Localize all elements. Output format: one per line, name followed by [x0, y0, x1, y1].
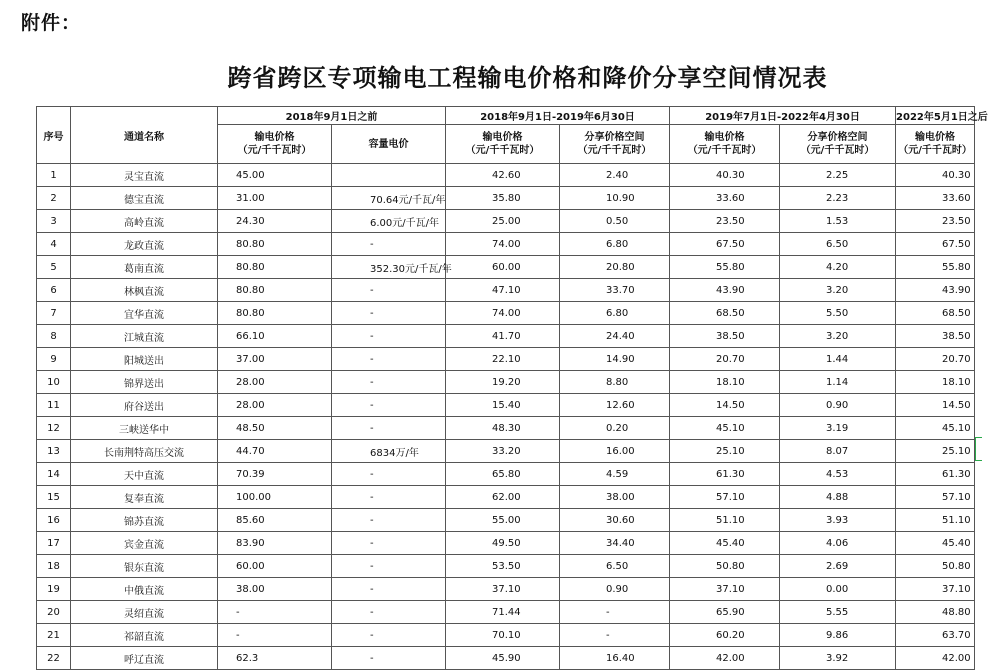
row-price-p3: 57.10: [670, 486, 780, 509]
header-period-1: 2018年9月1日之前: [218, 107, 446, 125]
header-seq: 序号: [37, 107, 71, 164]
row-price-p2: 37.10: [446, 578, 560, 601]
table-row: [37, 233, 975, 256]
row-price-p2: 19.20: [446, 371, 560, 394]
table-row: [37, 647, 975, 670]
row-price-p1: -: [218, 624, 332, 647]
header-price-p2: 输电价格 （元/千千瓦时）: [446, 125, 560, 164]
row-price-p1: 66.10: [218, 325, 332, 348]
table-row: [37, 394, 975, 417]
row-price-p4: 50.80: [896, 555, 975, 578]
row-channel: 复奉直流: [71, 486, 218, 509]
row-price-p4: 40.30: [896, 164, 975, 187]
row-share-p3: 4.88: [780, 486, 896, 509]
row-price-p2: 55.00: [446, 509, 560, 532]
row-price-p3: 40.30: [670, 164, 780, 187]
row-price-p2: 62.00: [446, 486, 560, 509]
row-share-p2: 0.90: [560, 578, 670, 601]
row-seq: 11: [37, 394, 71, 417]
row-share-p3: 8.07: [780, 440, 896, 463]
row-price-p4: 37.10: [896, 578, 975, 601]
row-price-p2: 15.40: [446, 394, 560, 417]
row-price-p2: 42.60: [446, 164, 560, 187]
row-share-p2: 8.80: [560, 371, 670, 394]
row-price-p2: 70.10: [446, 624, 560, 647]
row-share-p3: 3.93: [780, 509, 896, 532]
row-share-p3: 5.50: [780, 302, 896, 325]
price-table: [36, 106, 988, 670]
row-channel: 阳城送出: [71, 348, 218, 371]
row-price-p2: 71.44: [446, 601, 560, 624]
row-price-p2: 41.70: [446, 325, 560, 348]
row-capacity-price: -: [332, 509, 446, 532]
row-channel: 龙政直流: [71, 233, 218, 256]
row-share-p2: 4.59: [560, 463, 670, 486]
row-channel: 长南荆特高压交流: [71, 440, 218, 463]
row-capacity-price: -: [332, 463, 446, 486]
row-price-p3: 25.10: [670, 440, 780, 463]
row-price-p2: 53.50: [446, 555, 560, 578]
row-capacity-price: -: [332, 578, 446, 601]
row-seq: 6: [37, 279, 71, 302]
row-price-p3: 68.50: [670, 302, 780, 325]
header-share-p3: 分享价格空间 （元/千千瓦时）: [780, 125, 896, 164]
header-price-p3: 输电价格 （元/千千瓦时）: [670, 125, 780, 164]
row-share-p2: 12.60: [560, 394, 670, 417]
row-share-p3: 9.86: [780, 624, 896, 647]
row-seq: 9: [37, 348, 71, 371]
row-channel: 葛南直流: [71, 256, 218, 279]
row-seq: 8: [37, 325, 71, 348]
row-capacity-price: -: [332, 325, 446, 348]
row-seq: 2: [37, 187, 71, 210]
row-price-p1: 80.80: [218, 233, 332, 256]
row-price-p1: 60.00: [218, 555, 332, 578]
row-share-p2: 2.40: [560, 164, 670, 187]
row-channel: 中俄直流: [71, 578, 218, 601]
row-share-p3: 2.25: [780, 164, 896, 187]
row-channel: 府谷送出: [71, 394, 218, 417]
row-price-p3: 37.10: [670, 578, 780, 601]
row-price-p4: 14.50: [896, 394, 975, 417]
row-price-p4: 48.80: [896, 601, 975, 624]
row-channel: 银东直流: [71, 555, 218, 578]
row-price-p3: 42.00: [670, 647, 780, 670]
row-price-p3: 33.60: [670, 187, 780, 210]
row-capacity-price: -: [332, 555, 446, 578]
row-seq: 22: [37, 647, 71, 670]
table-row: [37, 371, 975, 394]
row-price-p2: 65.80: [446, 463, 560, 486]
row-price-p1: 28.00: [218, 394, 332, 417]
row-capacity-price: -: [332, 348, 446, 371]
header-share-p2: 分享价格空间 （元/千千瓦时）: [560, 125, 670, 164]
row-price-p1: -: [218, 601, 332, 624]
row-share-p2: 0.50: [560, 210, 670, 233]
row-price-p3: 43.90: [670, 279, 780, 302]
row-share-p3: 3.20: [780, 325, 896, 348]
row-share-p2: 0.20: [560, 417, 670, 440]
row-seq: 5: [37, 256, 71, 279]
row-share-p3: 4.20: [780, 256, 896, 279]
row-price-p1: 44.70: [218, 440, 332, 463]
row-price-p3: 18.10: [670, 371, 780, 394]
row-price-p1: 80.80: [218, 256, 332, 279]
row-price-p1: 38.00: [218, 578, 332, 601]
row-capacity-price: -: [332, 647, 446, 670]
row-seq: 10: [37, 371, 71, 394]
row-channel: 灵宝直流: [71, 164, 218, 187]
row-share-p3: 1.44: [780, 348, 896, 371]
row-share-p2: -: [560, 601, 670, 624]
table-row: [37, 624, 975, 647]
row-price-p4: 57.10: [896, 486, 975, 509]
row-price-p3: 65.90: [670, 601, 780, 624]
row-seq: 13: [37, 440, 71, 463]
row-price-p4: 51.10: [896, 509, 975, 532]
row-price-p2: 33.20: [446, 440, 560, 463]
table-row: [37, 578, 975, 601]
row-capacity-price: -: [332, 532, 446, 555]
row-price-p3: 60.20: [670, 624, 780, 647]
row-share-p2: 10.90: [560, 187, 670, 210]
row-price-p2: 35.80: [446, 187, 560, 210]
table-row: [37, 210, 975, 233]
row-share-p3: 1.53: [780, 210, 896, 233]
row-share-p2: 20.80: [560, 256, 670, 279]
row-price-p2: 47.10: [446, 279, 560, 302]
attachment-label: 附件：: [21, 12, 82, 34]
header-capacity-price: 容量电价: [332, 125, 446, 164]
row-price-p4: 18.10: [896, 371, 975, 394]
row-seq: 14: [37, 463, 71, 486]
row-share-p3: 2.69: [780, 555, 896, 578]
row-capacity-price: 6.00元/千瓦/年: [332, 210, 446, 233]
row-channel: 呼辽直流: [71, 647, 218, 670]
row-channel: 祁韶直流: [71, 624, 218, 647]
row-price-p1: 70.39: [218, 463, 332, 486]
row-price-p4: 33.60: [896, 187, 975, 210]
row-price-p3: 38.50: [670, 325, 780, 348]
row-share-p2: 6.80: [560, 233, 670, 256]
row-capacity-price: -: [332, 233, 446, 256]
row-capacity-price: -: [332, 601, 446, 624]
row-share-p2: 33.70: [560, 279, 670, 302]
row-price-p2: 49.50: [446, 532, 560, 555]
table-row: [37, 486, 975, 509]
row-share-p3: 0.00: [780, 578, 896, 601]
row-price-p1: 62.3: [218, 647, 332, 670]
row-share-p3: 1.14: [780, 371, 896, 394]
row-share-p3: 3.20: [780, 279, 896, 302]
row-capacity-price: -: [332, 417, 446, 440]
row-seq: 12: [37, 417, 71, 440]
row-share-p3: 3.92: [780, 647, 896, 670]
row-share-p2: -: [560, 624, 670, 647]
row-price-p4: 45.40: [896, 532, 975, 555]
table-row: [37, 279, 975, 302]
row-price-p3: 23.50: [670, 210, 780, 233]
row-share-p2: 38.00: [560, 486, 670, 509]
row-price-p4: 67.50: [896, 233, 975, 256]
header-period-2: 2018年9月1日-2019年6月30日: [446, 107, 670, 125]
row-channel: 灵绍直流: [71, 601, 218, 624]
table-row: [37, 348, 975, 371]
row-seq: 20: [37, 601, 71, 624]
row-share-p2: 14.90: [560, 348, 670, 371]
row-channel: 宾金直流: [71, 532, 218, 555]
row-capacity-price: -: [332, 371, 446, 394]
row-share-p3: 0.90: [780, 394, 896, 417]
row-price-p1: 45.00: [218, 164, 332, 187]
table-row: [37, 164, 975, 187]
table-row: [37, 440, 975, 463]
row-share-p3: 4.53: [780, 463, 896, 486]
row-price-p4: 25.10: [896, 440, 975, 463]
row-price-p2: 48.30: [446, 417, 560, 440]
row-share-p3: 4.06: [780, 532, 896, 555]
row-share-p2: 6.80: [560, 302, 670, 325]
table-row: [37, 601, 975, 624]
row-share-p2: 34.40: [560, 532, 670, 555]
row-price-p4: 38.50: [896, 325, 975, 348]
header-period-3: 2019年7月1日-2022年4月30日: [670, 107, 896, 125]
row-share-p3: 2.23: [780, 187, 896, 210]
header-price-p4: 输电价格 （元/千千瓦时）: [896, 125, 975, 164]
row-capacity-price: -: [332, 279, 446, 302]
row-price-p2: 22.10: [446, 348, 560, 371]
row-price-p3: 50.80: [670, 555, 780, 578]
row-seq: 18: [37, 555, 71, 578]
row-seq: 4: [37, 233, 71, 256]
row-seq: 7: [37, 302, 71, 325]
row-capacity-price: 70.64元/千瓦/年: [332, 187, 446, 210]
row-price-p4: 42.00: [896, 647, 975, 670]
row-seq: 3: [37, 210, 71, 233]
row-share-p3: 6.50: [780, 233, 896, 256]
row-price-p3: 20.70: [670, 348, 780, 371]
table-row: [37, 325, 975, 348]
row-seq: 21: [37, 624, 71, 647]
row-seq: 1: [37, 164, 71, 187]
row-share-p2: 16.40: [560, 647, 670, 670]
page-title: 跨省跨区专项输电工程输电价格和降价分享空间情况表: [227, 63, 828, 92]
row-share-p2: 24.40: [560, 325, 670, 348]
row-capacity-price: -: [332, 302, 446, 325]
row-price-p3: 67.50: [670, 233, 780, 256]
row-price-p4: 68.50: [896, 302, 975, 325]
row-price-p2: 45.90: [446, 647, 560, 670]
row-capacity-price: -: [332, 486, 446, 509]
table-row: [37, 417, 975, 440]
row-seq: 15: [37, 486, 71, 509]
row-price-p3: 45.40: [670, 532, 780, 555]
row-channel: 高岭直流: [71, 210, 218, 233]
row-price-p1: 83.90: [218, 532, 332, 555]
header-price-p1: 输电价格 （元/千千瓦时）: [218, 125, 332, 164]
header-period-4: 2022年5月1日之后: [896, 107, 975, 125]
table-row: [37, 532, 975, 555]
row-channel: 锦界送出: [71, 371, 218, 394]
row-channel: 德宝直流: [71, 187, 218, 210]
row-seq: 19: [37, 578, 71, 601]
row-channel: 锦苏直流: [71, 509, 218, 532]
row-price-p4: 55.80: [896, 256, 975, 279]
row-share-p3: 5.55: [780, 601, 896, 624]
row-share-p2: 30.60: [560, 509, 670, 532]
row-capacity-price: 6834万/年: [332, 440, 446, 463]
row-share-p3: 3.19: [780, 417, 896, 440]
row-price-p2: 60.00: [446, 256, 560, 279]
row-price-p4: 63.70: [896, 624, 975, 647]
row-capacity-price: [332, 164, 446, 187]
row-price-p2: 25.00: [446, 210, 560, 233]
table-row: [37, 187, 975, 210]
row-channel: 天中直流: [71, 463, 218, 486]
row-price-p4: 61.30: [896, 463, 975, 486]
row-price-p1: 31.00: [218, 187, 332, 210]
row-price-p1: 37.00: [218, 348, 332, 371]
table-row: [37, 256, 975, 279]
table-row: [37, 463, 975, 486]
row-price-p1: 80.80: [218, 279, 332, 302]
row-price-p4: 20.70: [896, 348, 975, 371]
row-price-p4: 45.10: [896, 417, 975, 440]
row-capacity-price: 352.30元/千瓦/年: [332, 256, 446, 279]
row-price-p3: 14.50: [670, 394, 780, 417]
table-row: [37, 509, 975, 532]
row-share-p2: 6.50: [560, 555, 670, 578]
row-price-p2: 74.00: [446, 302, 560, 325]
row-seq: 17: [37, 532, 71, 555]
row-price-p4: 23.50: [896, 210, 975, 233]
table-row: [37, 302, 975, 325]
row-capacity-price: -: [332, 394, 446, 417]
row-channel: 宜华直流: [71, 302, 218, 325]
row-price-p1: 80.80: [218, 302, 332, 325]
row-channel: 三峡送华中: [71, 417, 218, 440]
row-seq: 16: [37, 509, 71, 532]
row-price-p4: 43.90: [896, 279, 975, 302]
cell-selection-marker: [975, 437, 982, 461]
table-row: [37, 555, 975, 578]
row-capacity-price: -: [332, 624, 446, 647]
row-price-p1: 28.00: [218, 371, 332, 394]
row-channel: 林枫直流: [71, 279, 218, 302]
row-price-p3: 51.10: [670, 509, 780, 532]
row-price-p1: 100.00: [218, 486, 332, 509]
row-price-p1: 85.60: [218, 509, 332, 532]
row-price-p2: 74.00: [446, 233, 560, 256]
header-channel: 通道名称: [71, 107, 218, 164]
row-price-p3: 61.30: [670, 463, 780, 486]
row-channel: 江城直流: [71, 325, 218, 348]
row-price-p1: 24.30: [218, 210, 332, 233]
row-share-p2: 16.00: [560, 440, 670, 463]
row-price-p1: 48.50: [218, 417, 332, 440]
row-price-p3: 55.80: [670, 256, 780, 279]
row-price-p3: 45.10: [670, 417, 780, 440]
